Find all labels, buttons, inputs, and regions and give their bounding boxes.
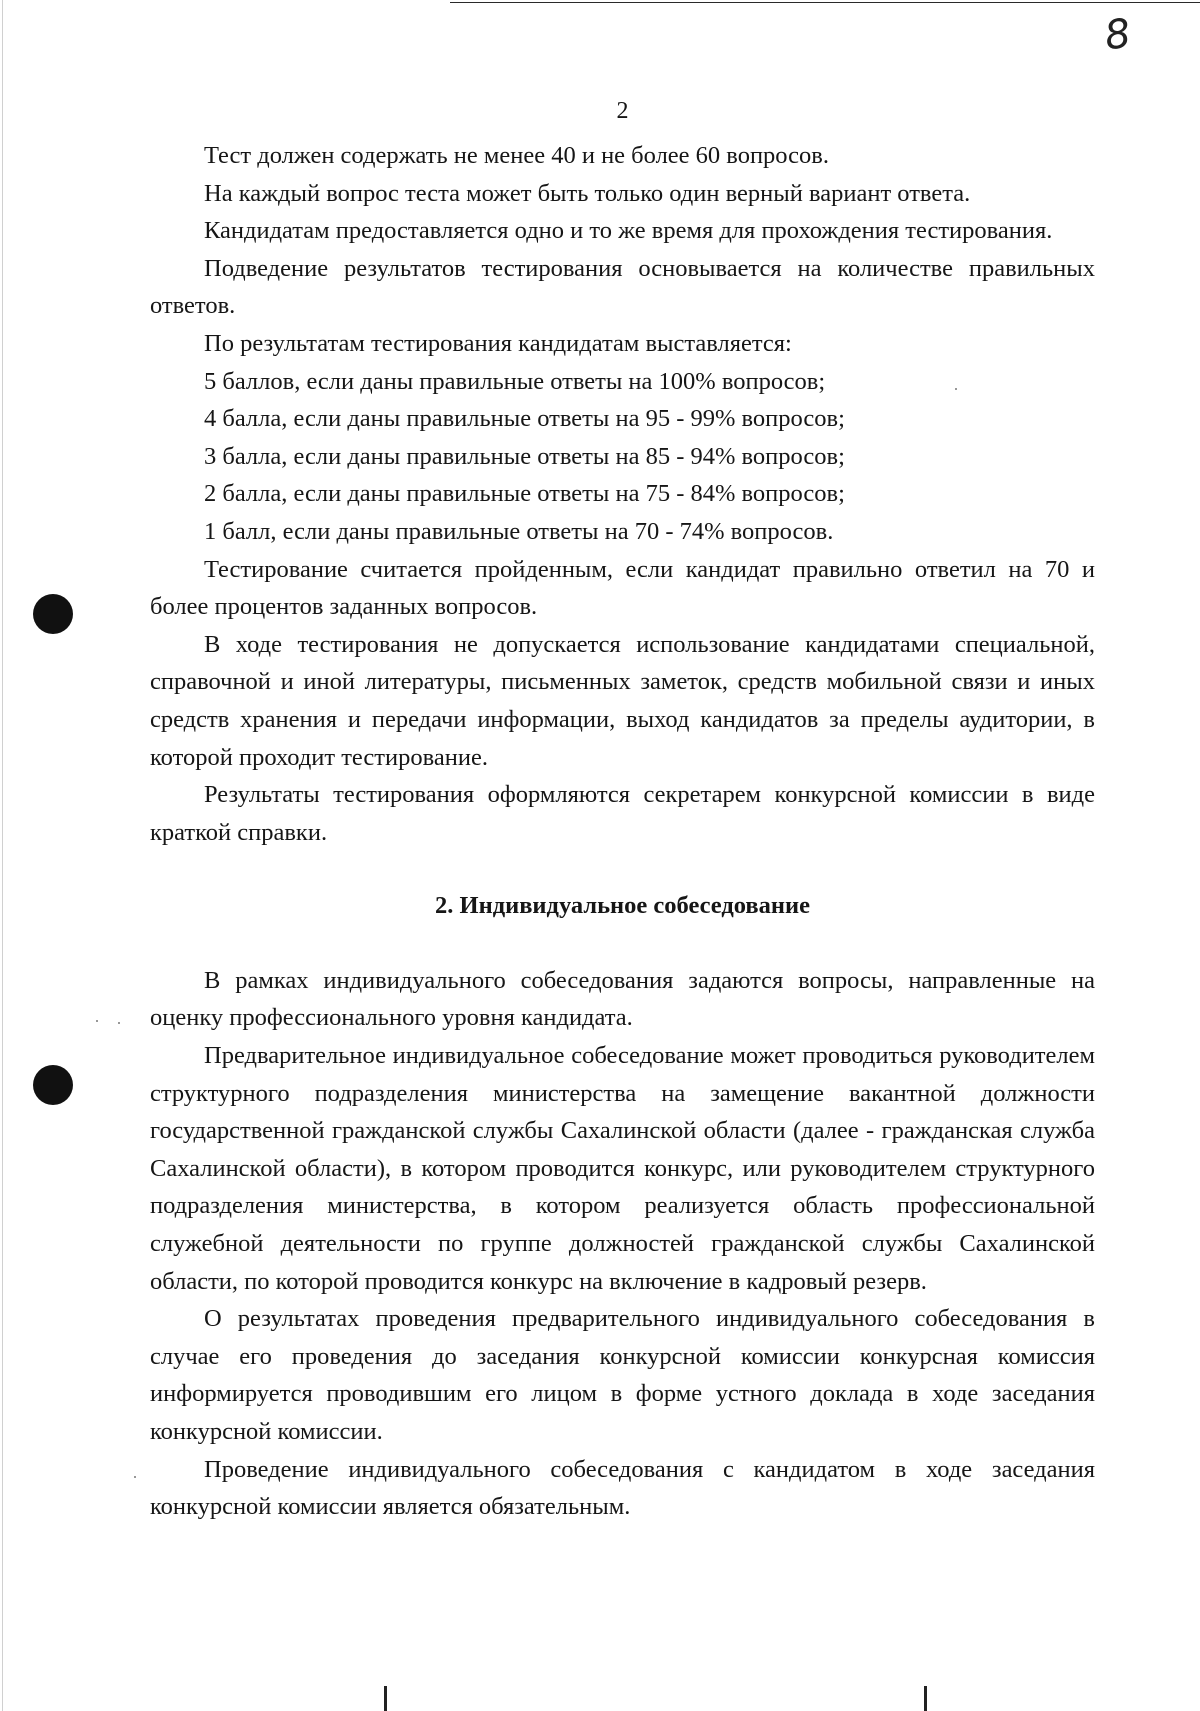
top-scan-line [450,2,1200,3]
binding-mark [384,1686,387,1711]
paragraph: В ходе тестирования не допускается использование кандидатами специальной, справочной и иной литературы, письменных заметок, средств мобильной связи и иных средств хранения и передачи информации, выход кандидатов за пределы аудитории, в которой проходит тестирование. [150,630,1095,771]
paragraph: Результаты тестирования оформляются секретарем конкурсной комиссии в виде краткой справки. [150,781,1095,846]
scan-edge-line [2,0,3,1711]
binding-mark [924,1686,927,1711]
score-item: 4 балла, если даны правильные ответы на 95 - 99% вопросов; [204,405,845,433]
page-number: 2 [616,98,629,124]
score-item: 1 балл, если даны правильные ответы на 70 - 74% вопросов. [204,517,834,545]
paragraph: Тестирование считается пройденным, если кандидат правильно ответил на 70 и более процентов заданных вопросов. [150,555,1095,621]
handwritten-page-mark: 8 [1101,10,1134,60]
punch-hole-icon [33,594,73,634]
score-item: 5 баллов, если даны правильные ответы на 100% вопросов; [204,367,826,395]
punch-hole-icon [33,1065,73,1105]
score-item: 3 балла, если даны правильные ответы на 85 - 94% вопросов; [204,442,845,470]
paragraph: Проведение индивидуального собеседования с кандидатом в ходе заседания конкурсной комиссии является обязательным. [150,1455,1095,1521]
section-heading: 2. Индивидуальное собеседование [435,892,810,920]
document-body [150,137,1095,1526]
scan-speck [96,1020,98,1022]
paragraph: О результатах проведения предварительного индивидуального собеседования в случае его проведения до заседания конкурсной комиссии конкурсная комиссия информируется проводившим его лицом в форме устного доклада в ходе заседания конкурсной комиссии. [150,1305,1095,1445]
paragraph: На каждый вопрос теста может быть только один верный вариант ответа. [204,179,971,207]
paragraph: Подведение результатов тестирования основывается на количестве правильных ответов. [150,254,1095,320]
paragraph: Предварительное индивидуальное собеседование может проводиться руководителем структурного подразделения министерства на замещение вакантной должности государственной гражданской службы Сахалинской области (далее - гражданская служба Сахалинской области), в котором проводится конкурс, или руководителем структурного подразделения министерства, в котором реализуется область профессиональной служебной деятельности по группе должностей гражданской службы Сахалинской области, по которой проводится конкурс на включение в кадровый резерв. [150,1042,1095,1295]
scan-speck [118,1022,120,1024]
paragraph: Тест должен содержать не менее 40 и не более 60 вопросов. [204,142,829,169]
score-item: 2 балла, если даны правильные ответы на 75 - 84% вопросов; [204,480,845,508]
paragraph: Кандидатам предоставляется одно и то же время для прохождения тестирования. [204,217,1053,245]
paragraph: В рамках индивидуального собеседования задаются вопросы, направленные на оценку профессионального уровня кандидата. [150,966,1095,1032]
paragraph: По результатам тестирования кандидатам выставляется: [204,329,792,357]
scan-speck [134,1476,136,1478]
